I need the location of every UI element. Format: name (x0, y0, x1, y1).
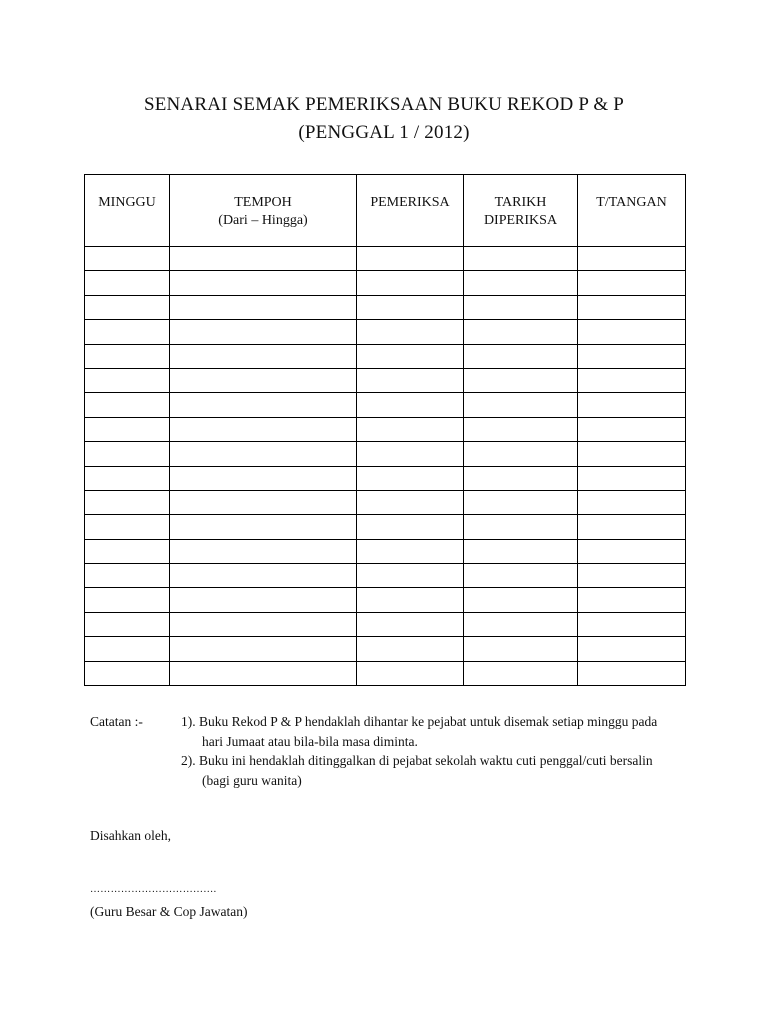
table-cell[interactable] (357, 564, 464, 588)
column-header-sublabel: (Dari – Hingga) (218, 213, 308, 228)
table-cell[interactable] (357, 588, 464, 612)
table-cell[interactable] (578, 539, 686, 563)
table-cell[interactable] (578, 612, 686, 636)
table-cell[interactable] (464, 393, 578, 417)
table-cell[interactable] (464, 588, 578, 612)
table-cell[interactable] (85, 539, 170, 563)
table-row (85, 564, 686, 588)
table-row (85, 466, 686, 490)
table-cell[interactable] (170, 417, 357, 441)
table-cell[interactable] (85, 466, 170, 490)
table-cell[interactable] (578, 466, 686, 490)
table-cell[interactable] (464, 271, 578, 295)
notes-label: Catatan :- (90, 714, 143, 729)
table-cell[interactable] (170, 295, 357, 319)
table-cell[interactable] (578, 368, 686, 392)
table-cell[interactable] (170, 588, 357, 612)
table-cell[interactable] (578, 295, 686, 319)
column-header-sublabel: DIPERIKSA (483, 213, 558, 228)
table-cell[interactable] (464, 564, 578, 588)
table-cell[interactable] (170, 490, 357, 514)
table-row (85, 393, 686, 417)
table-cell[interactable] (170, 344, 357, 368)
table-cell[interactable] (578, 247, 686, 271)
table-header-row (85, 175, 686, 247)
table-cell[interactable] (464, 344, 578, 368)
table-cell[interactable] (464, 295, 578, 319)
table-cell[interactable] (85, 612, 170, 636)
table-row (85, 368, 686, 392)
table-cell[interactable] (578, 637, 686, 661)
table-cell[interactable] (464, 320, 578, 344)
table-cell[interactable] (464, 442, 578, 466)
table-row (85, 271, 686, 295)
column-header-pemeriksa (357, 175, 464, 247)
table-cell[interactable] (170, 564, 357, 588)
table-cell[interactable] (578, 393, 686, 417)
note-item-1-continued: hari Jumaat atau bila-bila masa diminta. (202, 734, 418, 749)
table-body (85, 247, 686, 686)
column-header-label: TARIKH (494, 195, 547, 210)
column-header-label: MINGGU (98, 195, 156, 210)
table-cell[interactable] (578, 515, 686, 539)
table-cell[interactable] (357, 320, 464, 344)
table-cell[interactable] (85, 368, 170, 392)
table-cell[interactable] (578, 588, 686, 612)
table-cell[interactable] (170, 320, 357, 344)
table-cell[interactable] (357, 271, 464, 295)
table-cell[interactable] (357, 295, 464, 319)
table-cell[interactable] (170, 612, 357, 636)
column-header-minggu (85, 175, 170, 247)
table-cell[interactable] (357, 417, 464, 441)
note-item-2: 2). Buku ini hendaklah ditinggalkan di pejabat sekolah waktu cuti penggal/cuti bersalin (181, 753, 653, 768)
table-row (85, 417, 686, 441)
table-row (85, 588, 686, 612)
table-cell[interactable] (170, 393, 357, 417)
column-header-tarikh-diperiksa (464, 175, 578, 247)
table-cell[interactable] (170, 466, 357, 490)
table-cell[interactable] (357, 539, 464, 563)
table-cell[interactable] (170, 637, 357, 661)
table-cell[interactable] (464, 661, 578, 685)
table-cell[interactable] (85, 344, 170, 368)
table-cell[interactable] (85, 442, 170, 466)
document-subtitle: (PENGGAL 1 / 2012) (298, 122, 470, 143)
column-header-t-tangan (578, 175, 686, 247)
table-cell[interactable] (85, 271, 170, 295)
table-cell[interactable] (85, 320, 170, 344)
table-cell[interactable] (578, 442, 686, 466)
table-cell[interactable] (464, 368, 578, 392)
table-cell[interactable] (357, 466, 464, 490)
table-row (85, 539, 686, 563)
column-header-label: T/TANGAN (596, 195, 667, 210)
table-cell[interactable] (357, 661, 464, 685)
table-cell[interactable] (85, 490, 170, 514)
table-cell[interactable] (170, 271, 357, 295)
table-row (85, 320, 686, 344)
table-cell[interactable] (85, 247, 170, 271)
table-cell[interactable] (170, 442, 357, 466)
table-row (85, 344, 686, 368)
table-cell[interactable] (357, 637, 464, 661)
table-cell[interactable] (578, 564, 686, 588)
table-cell[interactable] (357, 344, 464, 368)
table-row (85, 247, 686, 271)
table-row (85, 515, 686, 539)
table-cell[interactable] (578, 320, 686, 344)
table-cell[interactable] (85, 588, 170, 612)
table-cell[interactable] (578, 417, 686, 441)
table-cell[interactable] (85, 661, 170, 685)
table-cell[interactable] (357, 490, 464, 514)
table-cell[interactable] (357, 368, 464, 392)
table-cell[interactable] (85, 393, 170, 417)
signature-line: ………………………………. (90, 884, 217, 895)
table-cell[interactable] (170, 515, 357, 539)
table-cell[interactable] (578, 344, 686, 368)
table-cell[interactable] (357, 393, 464, 417)
table-cell[interactable] (357, 442, 464, 466)
table-cell[interactable] (464, 466, 578, 490)
table-cell[interactable] (578, 490, 686, 514)
table-cell[interactable] (464, 539, 578, 563)
column-header-tempoh (170, 175, 357, 247)
signer-title: (Guru Besar & Cop Jawatan) (90, 904, 248, 919)
table-cell[interactable] (464, 247, 578, 271)
table-cell[interactable] (85, 295, 170, 319)
column-header-label: PEMERIKSA (370, 195, 450, 210)
table-cell[interactable] (170, 661, 357, 685)
table-cell[interactable] (85, 564, 170, 588)
table-cell[interactable] (464, 417, 578, 441)
table-cell[interactable] (578, 271, 686, 295)
table-cell[interactable] (170, 539, 357, 563)
table-cell[interactable] (357, 247, 464, 271)
table-row (85, 490, 686, 514)
table-cell[interactable] (464, 637, 578, 661)
approval-label: Disahkan oleh, (90, 828, 171, 843)
table-cell[interactable] (464, 612, 578, 636)
document-title: SENARAI SEMAK PEMERIKSAAN BUKU REKOD P & P (143, 94, 625, 115)
table-cell[interactable] (85, 637, 170, 661)
table-cell[interactable] (464, 515, 578, 539)
table-cell[interactable] (464, 490, 578, 514)
table-cell[interactable] (357, 515, 464, 539)
table-row (85, 442, 686, 466)
table-cell[interactable] (85, 515, 170, 539)
table-row (85, 661, 686, 685)
table-row (85, 612, 686, 636)
table-cell[interactable] (170, 368, 357, 392)
table-cell[interactable] (85, 417, 170, 441)
table-row (85, 295, 686, 319)
note-item-2-continued: (bagi guru wanita) (202, 773, 302, 788)
table-cell[interactable] (170, 247, 357, 271)
column-header-label: TEMPOH (234, 195, 292, 210)
checklist-table (84, 174, 686, 686)
note-item-1: 1). Buku Rekod P & P hendaklah dihantar ke pejabat untuk disemak setiap minggu pada (181, 714, 658, 729)
table-cell[interactable] (357, 612, 464, 636)
table-row (85, 637, 686, 661)
table-cell[interactable] (578, 661, 686, 685)
